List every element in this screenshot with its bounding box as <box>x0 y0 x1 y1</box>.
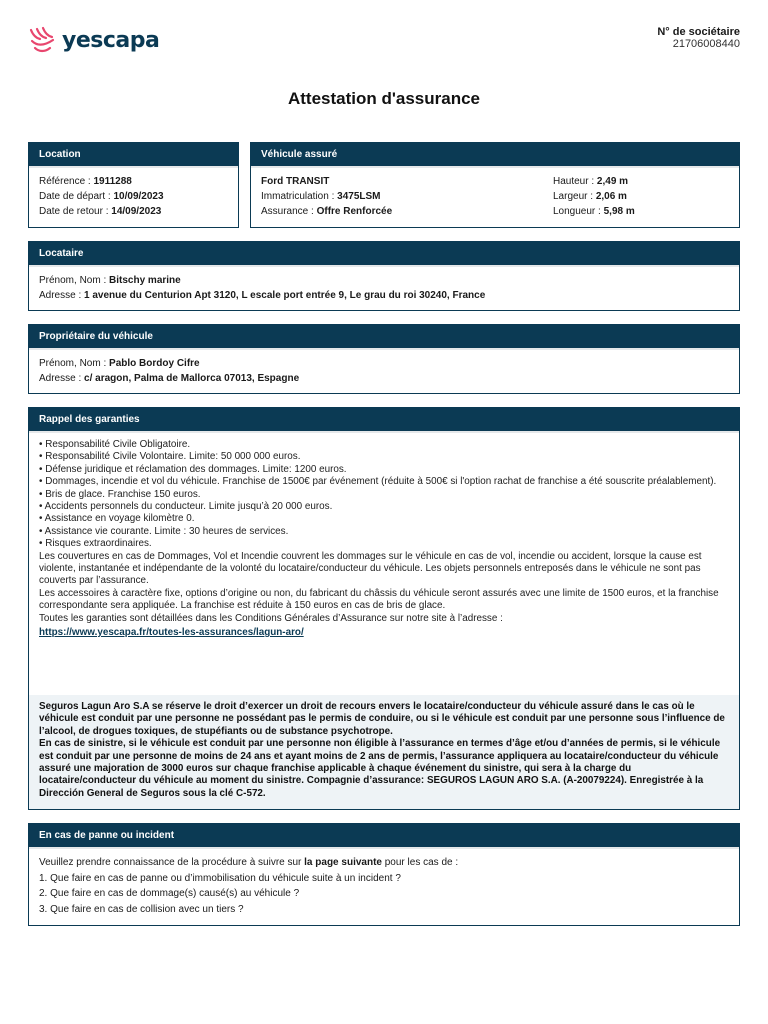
owner-address: c/ aragon, Palma de Mallorca 07013, Espagne <box>84 373 300 384</box>
owner-address-line: Adresse : c/ aragon, Palma de Mallorca 07013, Espagne <box>39 373 300 384</box>
owner-heading: Propriétaire du véhicule <box>29 324 739 350</box>
member-number-block <box>657 26 740 50</box>
next-page-mention: la page suivante <box>304 857 382 868</box>
conditions-paragraph: Toutes les garanties sont détaillées dans les Conditions Générales d’Assurance sur notre site à l’adresse : <box>39 612 503 624</box>
renter-section <box>28 241 740 311</box>
width-line: Largeur : 2,06 m <box>553 191 627 202</box>
member-number: 21706008440 <box>672 38 740 50</box>
guarantee-item: • Dommages, incendie et vol du véhicule. Franchise de 1500€ par événement (réduite à 500€ si l'option rachat de franchise a été souscrite préalablement). <box>39 476 717 488</box>
insurance-value: Offre Renforcée <box>316 206 393 217</box>
coverage-paragraph: Les couvertures en cas de Dommages, Vol et Incendie couvrent les dommages sur le véhicule en cas de vol, incendie ou accident, lorsque la cause est violente, instantanée et indépendante de la volonté du locataire/conducteur du véhicule. Les objets personnels entreposés dans le véhicule ne sont pas couverts par l’assurance. <box>39 550 702 587</box>
member-number-label: N° de sociétaire <box>657 26 740 38</box>
legal-notice <box>29 695 739 809</box>
incident-section <box>28 823 740 926</box>
guarantee-item: • Assistance vie courante. Limite : 30 heures de services. <box>39 525 289 537</box>
length-value: 5,98 m <box>603 206 635 217</box>
page-header <box>28 26 740 66</box>
departure-line: Date de départ : 10/09/2023 <box>39 191 164 202</box>
surcharge-notice: En cas de sinistre, si le véhicule est conduit par une personne non éligible à l’assurance en termes d’âge et/ou d’années de permis, si le véhicule est conduit par une personne de moins de 24 ans et ayant moins de 2 ans de permis, l’assurance appliquera au locataire/conducteur du véhicule assuré une majoration de 3000 euros sur chaque franchise applicable à chaque événement du sinistre, qui sera à la charge du locataire/conducteur du véhicule au moment du sinistre. Compagnie d’assurance: SEGUROS LAGUN ARO S.A. (A-20079224). Enregistrée à la Dirección General de Seguros sous la clé C-572. <box>39 738 721 799</box>
reference-line: Référence : 1911288 <box>39 176 132 187</box>
return-line: Date de retour : 14/09/2023 <box>39 206 162 217</box>
return-value: 14/09/2023 <box>111 206 162 217</box>
accessories-paragraph: Les accessoires à caractère fixe, options d’origine ou non, du fabricant du châssis du véhicule seront assurés avec une limite de 1500 euros, et la franchise correspondante sera appliquée. La franchise est réduite à 150 euros en cas de bris de glace. <box>39 587 719 612</box>
guarantee-item: • Accidents personnels du conducteur. Limite jusqu’à 20 000 euros. <box>39 501 333 513</box>
renter-address: 1 avenue du Centurion Apt 3120, L escale port entrée 9, Le grau du roi 30240, France <box>84 290 486 301</box>
insurance-line: Assurance : Offre Renforcée <box>261 206 393 217</box>
incident-intro: Veuillez prendre connaissance de la procédure à suivre sur la page suivante pour les cas de : <box>39 857 459 868</box>
plate-line: Immatriculation : 3475LSM <box>261 191 381 202</box>
renter-name-line: Prénom, Nom : Bitschy marine <box>39 275 181 286</box>
vehicle-section <box>250 142 740 228</box>
guarantee-item: • Assistance en voyage kilomètre 0. <box>39 513 195 525</box>
width-value: 2,06 m <box>595 191 627 202</box>
height-line: Hauteur : 2,49 m <box>553 176 629 187</box>
guarantees-section <box>28 407 740 810</box>
height-value: 2,49 m <box>596 176 629 187</box>
incident-item: 2. Que faire en cas de dommage(s) causé(s) au véhicule ? <box>39 888 300 899</box>
brand-logo <box>28 26 159 56</box>
vehicle-heading: Véhicule assuré <box>251 142 739 168</box>
renter-heading: Locataire <box>29 241 739 267</box>
vehicle-model: Ford TRANSIT <box>261 176 330 187</box>
guarantees-heading: Rappel des garanties <box>29 407 739 433</box>
insurance-conditions-link[interactable]: https://www.yescapa.fr/toutes-les-assurances/lagun-aro/ <box>39 627 304 639</box>
guarantee-item: • Responsabilité Civile Volontaire. Limite: 50 000 000 euros. <box>39 451 301 463</box>
guarantee-item: • Défense juridique et réclamation des dommages. Limite: 1200 euros. <box>39 463 347 475</box>
owner-name-line: Prénom, Nom : Pablo Bordoy Cifre <box>39 358 200 369</box>
departure-value: 10/09/2023 <box>113 191 164 202</box>
incident-heading: En cas de panne ou incident <box>29 823 739 849</box>
location-section <box>28 142 239 228</box>
incident-item: 3. Que faire en cas de collision avec un tiers ? <box>39 903 244 915</box>
owner-name: Pablo Bordoy Cifre <box>109 358 200 369</box>
location-heading: Location <box>29 142 238 168</box>
owner-section <box>28 324 740 394</box>
yescapa-logo-icon <box>28 26 58 56</box>
guarantee-item: • Responsabilité Civile Obligatoire. <box>39 439 191 450</box>
guarantee-item: • Bris de glace. Franchise 150 euros. <box>39 488 201 500</box>
brand-name: yescapa <box>62 27 160 53</box>
recourse-notice: Seguros Lagun Aro S.A se réserve le droit d’exercer un droit de recours envers le locataire/conducteur du véhicule assuré dans le cas où le véhicule est conduit par une personne ne possédant pas le permis de conduire, ou si le véhicule est conduit par une personne sous l’influence de l’alcool, de drogues toxiques, de stupéfiants ou de substance psychotrope. <box>39 701 725 737</box>
guarantee-item: • Risques extraordinaires. <box>39 538 152 550</box>
plate-value: 3475LSM <box>337 191 381 202</box>
reference-value: 1911288 <box>93 176 132 187</box>
document-title: Attestation d'assurance <box>287 89 481 108</box>
renter-address-line: Adresse : 1 avenue du Centurion Apt 3120, L escale port entrée 9, Le grau du roi 30240, France <box>39 290 486 301</box>
length-line: Longueur : 5,98 m <box>553 206 635 217</box>
incident-item: 1. Que faire en cas de panne ou d’immobilisation du véhicule suite à un incident ? <box>39 872 401 884</box>
renter-name: Bitschy marine <box>109 275 181 286</box>
